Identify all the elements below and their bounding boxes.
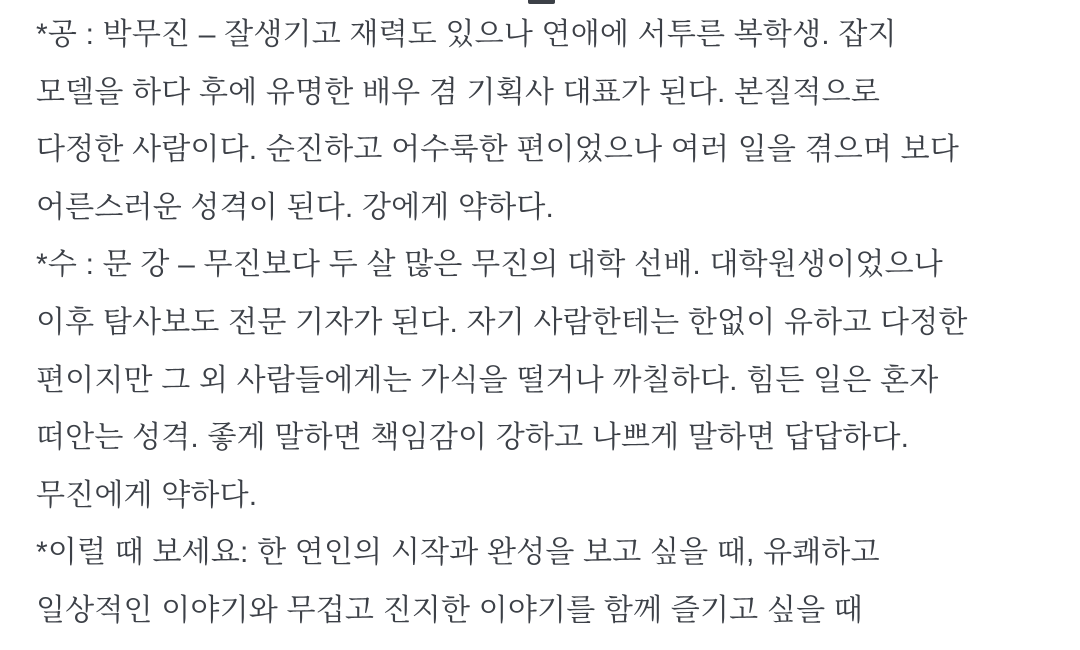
- cropped-glyph-artifact: [528, 0, 555, 4]
- description-text: [36, 6, 1076, 640]
- text-line-gong-2: 모델을 하다 후에 유명한 배우 겸 기획사 대표가 된다. 본질적으로: [36, 75, 881, 109]
- text-line-recommend-2: 일상적인 이야기와 무겁고 진지한 이야기를 함께 즐기고 싶을 때: [36, 593, 863, 627]
- text-line-su-1: *수 : 문 강 – 무진보다 두 살 많은 무진의 대학 선배. 대학원생이었으나: [36, 248, 943, 282]
- text-line-su-3: 편이지만 그 외 사람들에게는 가식을 떨거나 까칠하다. 힘든 일은 혼자: [36, 363, 939, 397]
- text-line-gong-4: 어른스러운 성격이 된다. 강에게 약하다.: [36, 190, 555, 224]
- text-line-su-2: 이후 탐사보도 전문 기자가 된다. 자기 사람한테는 한없이 유하고 다정한: [36, 305, 968, 339]
- text-line-su-5: 무진에게 약하다.: [36, 478, 258, 512]
- text-line-gong-1: *공 : 박무진 – 잘생기고 재력도 있으나 연애에 서투른 복학생. 잡지: [36, 18, 897, 51]
- text-line-gong-3: 다정한 사람이다. 순진하고 어수룩한 편이었으나 여러 일을 겪으며 보다: [36, 133, 960, 167]
- text-line-recommend-1: *이럴 때 보세요: 한 연인의 시작과 완성을 보고 싶을 때, 유쾌하고: [36, 536, 880, 570]
- text-line-su-4: 떠안는 성격. 좋게 말하면 책임감이 강하고 나쁘게 말하면 답답하다.: [36, 421, 910, 455]
